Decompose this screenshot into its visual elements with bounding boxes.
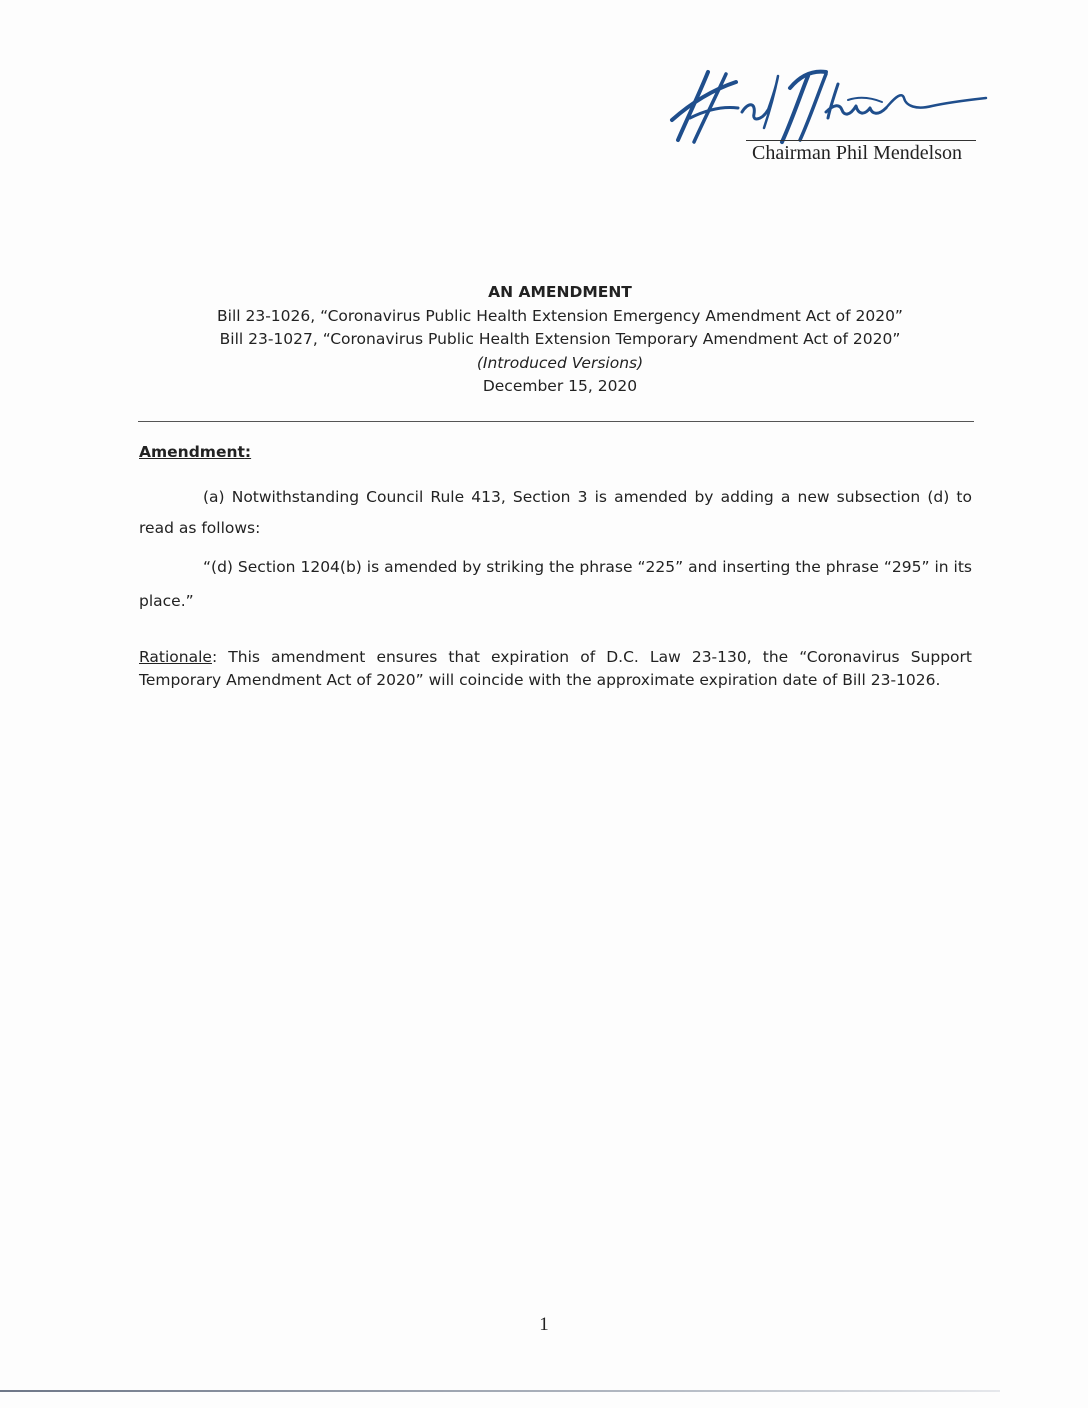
scan-edge-line <box>0 1390 1000 1392</box>
page-number: 1 <box>539 1314 549 1335</box>
bill-line-1: Bill 23-1026, “Coronavirus Public Health Extension Emergency Amendment Act of 2020” <box>217 306 903 325</box>
rationale-paragraph <box>139 646 972 692</box>
signature-block <box>650 62 990 172</box>
amendment-heading <box>139 443 251 461</box>
signature-line <box>746 140 976 141</box>
bill-line-2: Bill 23-1027, “Coronavirus Public Health Extension Temporary Amendment Act of 2020” <box>219 330 901 348</box>
amendment-heading-colon: : <box>244 443 252 461</box>
paragraph-d: “(d) Section 1204(b) is amended by striking the phrase “225” and inserting the phrase “295” in its place.” <box>139 558 972 610</box>
rationale-label: Rationale <box>139 648 212 666</box>
horizontal-rule <box>138 421 974 422</box>
document-date: December 15, 2020 <box>482 377 638 395</box>
amendment-heading-label: Amendment <box>139 443 245 461</box>
signer-name: Chairman Phil Mendelson <box>752 142 962 164</box>
document-header <box>120 281 1000 399</box>
handwritten-signature <box>650 62 990 152</box>
paragraph-a: (a) Notwithstanding Council Rule 413, Section 3 is amended by adding a new subsection (d) to read as follows: <box>139 488 972 537</box>
rationale-text: : This amendment ensures that expiration of D.C. Law 23-130, the “Coronavirus Support Temporary Amendment Act of 2020” will coincide with the approximate expiration date of Bill 23-1026. <box>139 648 972 689</box>
versions-note: (Introduced Versions) <box>476 353 644 372</box>
document-title: AN AMENDMENT <box>488 283 632 301</box>
